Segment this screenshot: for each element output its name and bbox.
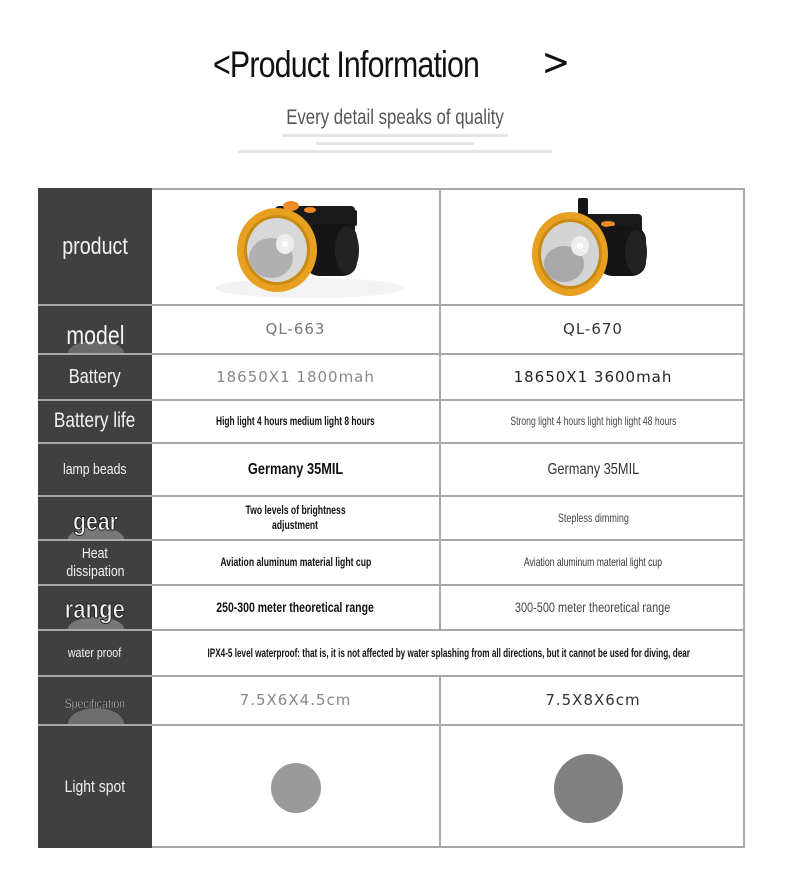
- row-label-battery: [38, 355, 152, 399]
- cell-gear-ql-663: [152, 497, 439, 539]
- row-label-heat-dissipation: [38, 541, 152, 584]
- row-label-text: Light spot: [64, 777, 126, 797]
- row-label-specification: [38, 677, 152, 724]
- row-label-lamp-beads: [38, 444, 152, 495]
- page-title: [0, 40, 790, 96]
- cell-text: Stepless dimming: [557, 510, 629, 525]
- cell-battery-ql-670: [441, 355, 745, 399]
- row-label-text: model: [65, 319, 125, 350]
- cell-text: IPX4-5 level waterproof: that is, it is not affected by water splashing from all directions, but it cannot be used for diving, dear: [207, 645, 690, 660]
- page-subtitle-text: Every detail speaks of quality: [286, 106, 504, 129]
- decorative-text-line: [316, 142, 474, 145]
- row-label-water-proof: [38, 631, 152, 675]
- headlamp-icon: [205, 196, 415, 301]
- cell-heat-dissipation-ql-670: [441, 541, 745, 584]
- row-label-range: [38, 586, 152, 629]
- decorative-text-line: [238, 150, 552, 153]
- cell-text: Aviation aluminum material light cup: [523, 555, 663, 569]
- cell-text: 7.5X6X4.5cm: [239, 691, 352, 710]
- cell-text: adjustment: [272, 518, 319, 532]
- headlamp-icon: [520, 196, 680, 301]
- row-label-text: range: [64, 593, 126, 624]
- cell-text: Aviation aluminum material light cup: [220, 555, 371, 569]
- cell-battery-life-ql-663: [152, 401, 439, 442]
- row-label-product: [38, 190, 152, 304]
- page-subtitle: [0, 106, 790, 130]
- row-label-text: Specification: [64, 696, 126, 712]
- cell-lamp-beads-ql-670: [441, 444, 745, 495]
- cell-text: 18650X1 3600mah: [513, 367, 673, 386]
- light-spot-ql-663: [271, 763, 321, 813]
- cell-text: Germany 35MIL: [247, 460, 344, 478]
- product-image-ql-670: [520, 196, 680, 301]
- cell-text: Strong light 4 hours light high light 48 hours: [509, 414, 677, 428]
- chevron-right-icon: >: [541, 40, 571, 84]
- row-label-text: Battery: [69, 365, 121, 388]
- cell-lamp-beads-ql-663: [152, 444, 439, 495]
- cell-text: 18650X1 1800mah: [216, 367, 375, 386]
- cell-model-ql-670: [441, 306, 745, 353]
- row-label-text: water proof: [68, 644, 122, 660]
- row-label-text: Battery life: [54, 409, 136, 433]
- cell-range-ql-663: [152, 586, 439, 629]
- row-label-text: dissipation: [65, 562, 125, 580]
- row-label-light-spot: [38, 726, 152, 848]
- cell-text: QL-663: [265, 320, 326, 339]
- row-label-model: [38, 306, 152, 353]
- cell-water-proof-merged: [152, 631, 745, 675]
- cell-heat-dissipation-ql-663: [152, 541, 439, 584]
- row-label-battery-life: [38, 401, 152, 442]
- row-label-text: lamp beads: [63, 460, 127, 478]
- light-spot-ql-670: [554, 754, 623, 823]
- cell-text: 250-300 meter theoretical range: [216, 598, 375, 615]
- row-label-text: Heat: [82, 545, 108, 563]
- cell-model-ql-663: [152, 306, 439, 353]
- cell-battery-ql-663: [152, 355, 439, 399]
- cell-specification-ql-670: [441, 677, 745, 724]
- cell-text: 7.5X8X6cm: [545, 691, 641, 710]
- product-image-ql-663: [205, 196, 415, 301]
- page-title-text: <Product Information: [213, 44, 480, 85]
- cell-specification-ql-663: [152, 677, 439, 724]
- cell-text: Germany 35MIL: [547, 460, 639, 478]
- cell-battery-life-ql-670: [441, 401, 745, 442]
- cell-range-ql-670: [441, 586, 745, 629]
- decorative-text-line: [282, 134, 508, 137]
- cell-text: High light 4 hours medium light 8 hours: [216, 414, 375, 428]
- cell-text: QL-670: [563, 320, 623, 339]
- cell-text: Two levels of brightness: [245, 503, 346, 517]
- row-label-text: gear: [72, 506, 118, 537]
- row-label-gear: [38, 497, 152, 539]
- cell-gear-ql-670: [441, 497, 745, 539]
- row-label-text: product: [62, 233, 128, 261]
- cell-text: 300-500 meter theoretical range: [515, 598, 671, 615]
